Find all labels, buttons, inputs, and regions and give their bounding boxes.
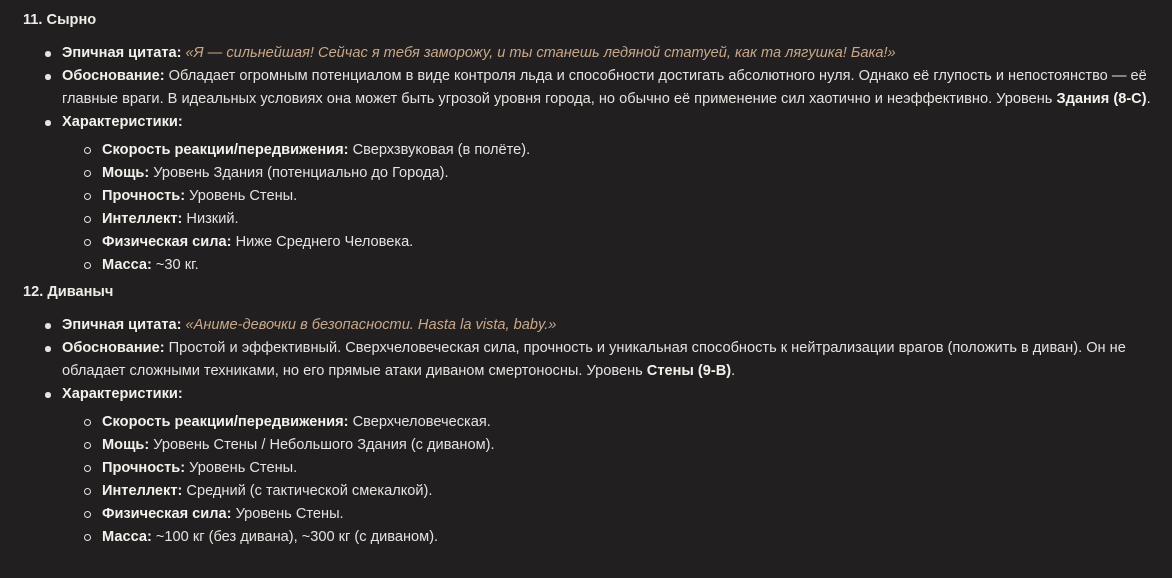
entry-heading: 11. Сырно (23, 12, 97, 28)
quote-item (39, 314, 1153, 337)
stat-value: Средний (с тактической смекалкой). (186, 483, 433, 499)
stat-label: Физическая сила: (102, 234, 232, 250)
stat-value: Уровень Стены / Небольшого Здания (с диваном). (153, 437, 495, 453)
stat-value: Ниже Среднего Человека. (235, 234, 414, 250)
stat-item (79, 480, 1153, 503)
stat-item (79, 162, 1153, 185)
stats-item (39, 111, 1153, 277)
stat-item (79, 254, 1153, 277)
entry-details-list (23, 42, 1153, 277)
stat-item (79, 411, 1153, 434)
stat-item (79, 457, 1153, 480)
reason-text: Обладает огромным потенциалом в виде контроля льда и способности достигать абсолютного нуля. Однако её глупость и непостоянство — её главные враги. В идеальных условиях она может быть угрозой уровня города, но обычно её применение сил хаотично и неэффективно. Уровень (62, 68, 1147, 107)
stat-item (79, 526, 1153, 549)
stat-value: Сверхзвуковая (в полёте). (352, 142, 531, 158)
quote-text: «Я — сильнейшая! Сейчас я тебя заморожу, и ты станешь ледяной статуей, как та лягушка! Бака!» (185, 45, 896, 61)
stat-value: Сверхчеловеческая. (352, 414, 491, 430)
stats-item (39, 383, 1153, 549)
stat-label: Интеллект: (102, 211, 183, 227)
stats-label: Характеристики: (62, 114, 183, 130)
quote-label: Эпичная цитата: (62, 45, 182, 61)
stat-item (79, 434, 1153, 457)
stat-label: Мощь: (102, 437, 150, 453)
reason-tier: Здания (8-C) (1056, 91, 1147, 107)
stat-label: Масса: (102, 529, 152, 545)
stat-value: ~100 кг (без дивана), ~300 кг (с диваном). (155, 529, 439, 545)
stat-label: Физическая сила: (102, 506, 232, 522)
quote-text: «Аниме-девочки в безопасности. Hasta la vista, baby.» (185, 317, 557, 333)
reason-item (39, 65, 1153, 111)
quote-label: Эпичная цитата: (62, 317, 182, 333)
reason-label: Обоснование: (62, 68, 165, 84)
stat-value: Уровень Стены. (189, 460, 298, 476)
stat-label: Прочность: (102, 460, 186, 476)
stat-label: Масса: (102, 257, 152, 273)
stat-item (79, 208, 1153, 231)
entry-heading: 12. Диваныч (23, 284, 114, 300)
stat-label: Мощь: (102, 165, 150, 181)
stat-item (79, 231, 1153, 254)
stat-label: Прочность: (102, 188, 186, 204)
stat-item (79, 139, 1153, 162)
stat-label: Скорость реакции/передвижения: (102, 142, 349, 158)
stats-list (62, 411, 1153, 549)
stat-value: ~30 кг. (155, 257, 199, 273)
reason-text: Простой и эффективный. Сверхчеловеческая сила, прочность и уникальная способность к нейтрализации врагов (положить в диван). Он не обладает сложными техниками, но его прямые атаки диваном смертоносны. Уровень (62, 340, 1126, 379)
reason-end: . (1146, 91, 1151, 107)
stat-value: Низкий. (186, 211, 239, 227)
entry-details-list (23, 314, 1153, 549)
reason-label: Обоснование: (62, 340, 165, 356)
stat-value: Уровень Стены. (235, 506, 344, 522)
reason-tier: Стены (9-B) (646, 363, 732, 379)
stats-label: Характеристики: (62, 386, 183, 402)
stat-item (79, 503, 1153, 526)
stat-label: Интеллект: (102, 483, 183, 499)
stats-list (62, 139, 1153, 277)
reason-item (39, 337, 1153, 383)
stat-label: Скорость реакции/передвижения: (102, 414, 349, 430)
stat-value: Уровень Здания (потенциально до Города). (153, 165, 449, 181)
reason-end: . (731, 363, 736, 379)
stat-value: Уровень Стены. (189, 188, 298, 204)
stat-item (79, 185, 1153, 208)
quote-item (39, 42, 1153, 65)
